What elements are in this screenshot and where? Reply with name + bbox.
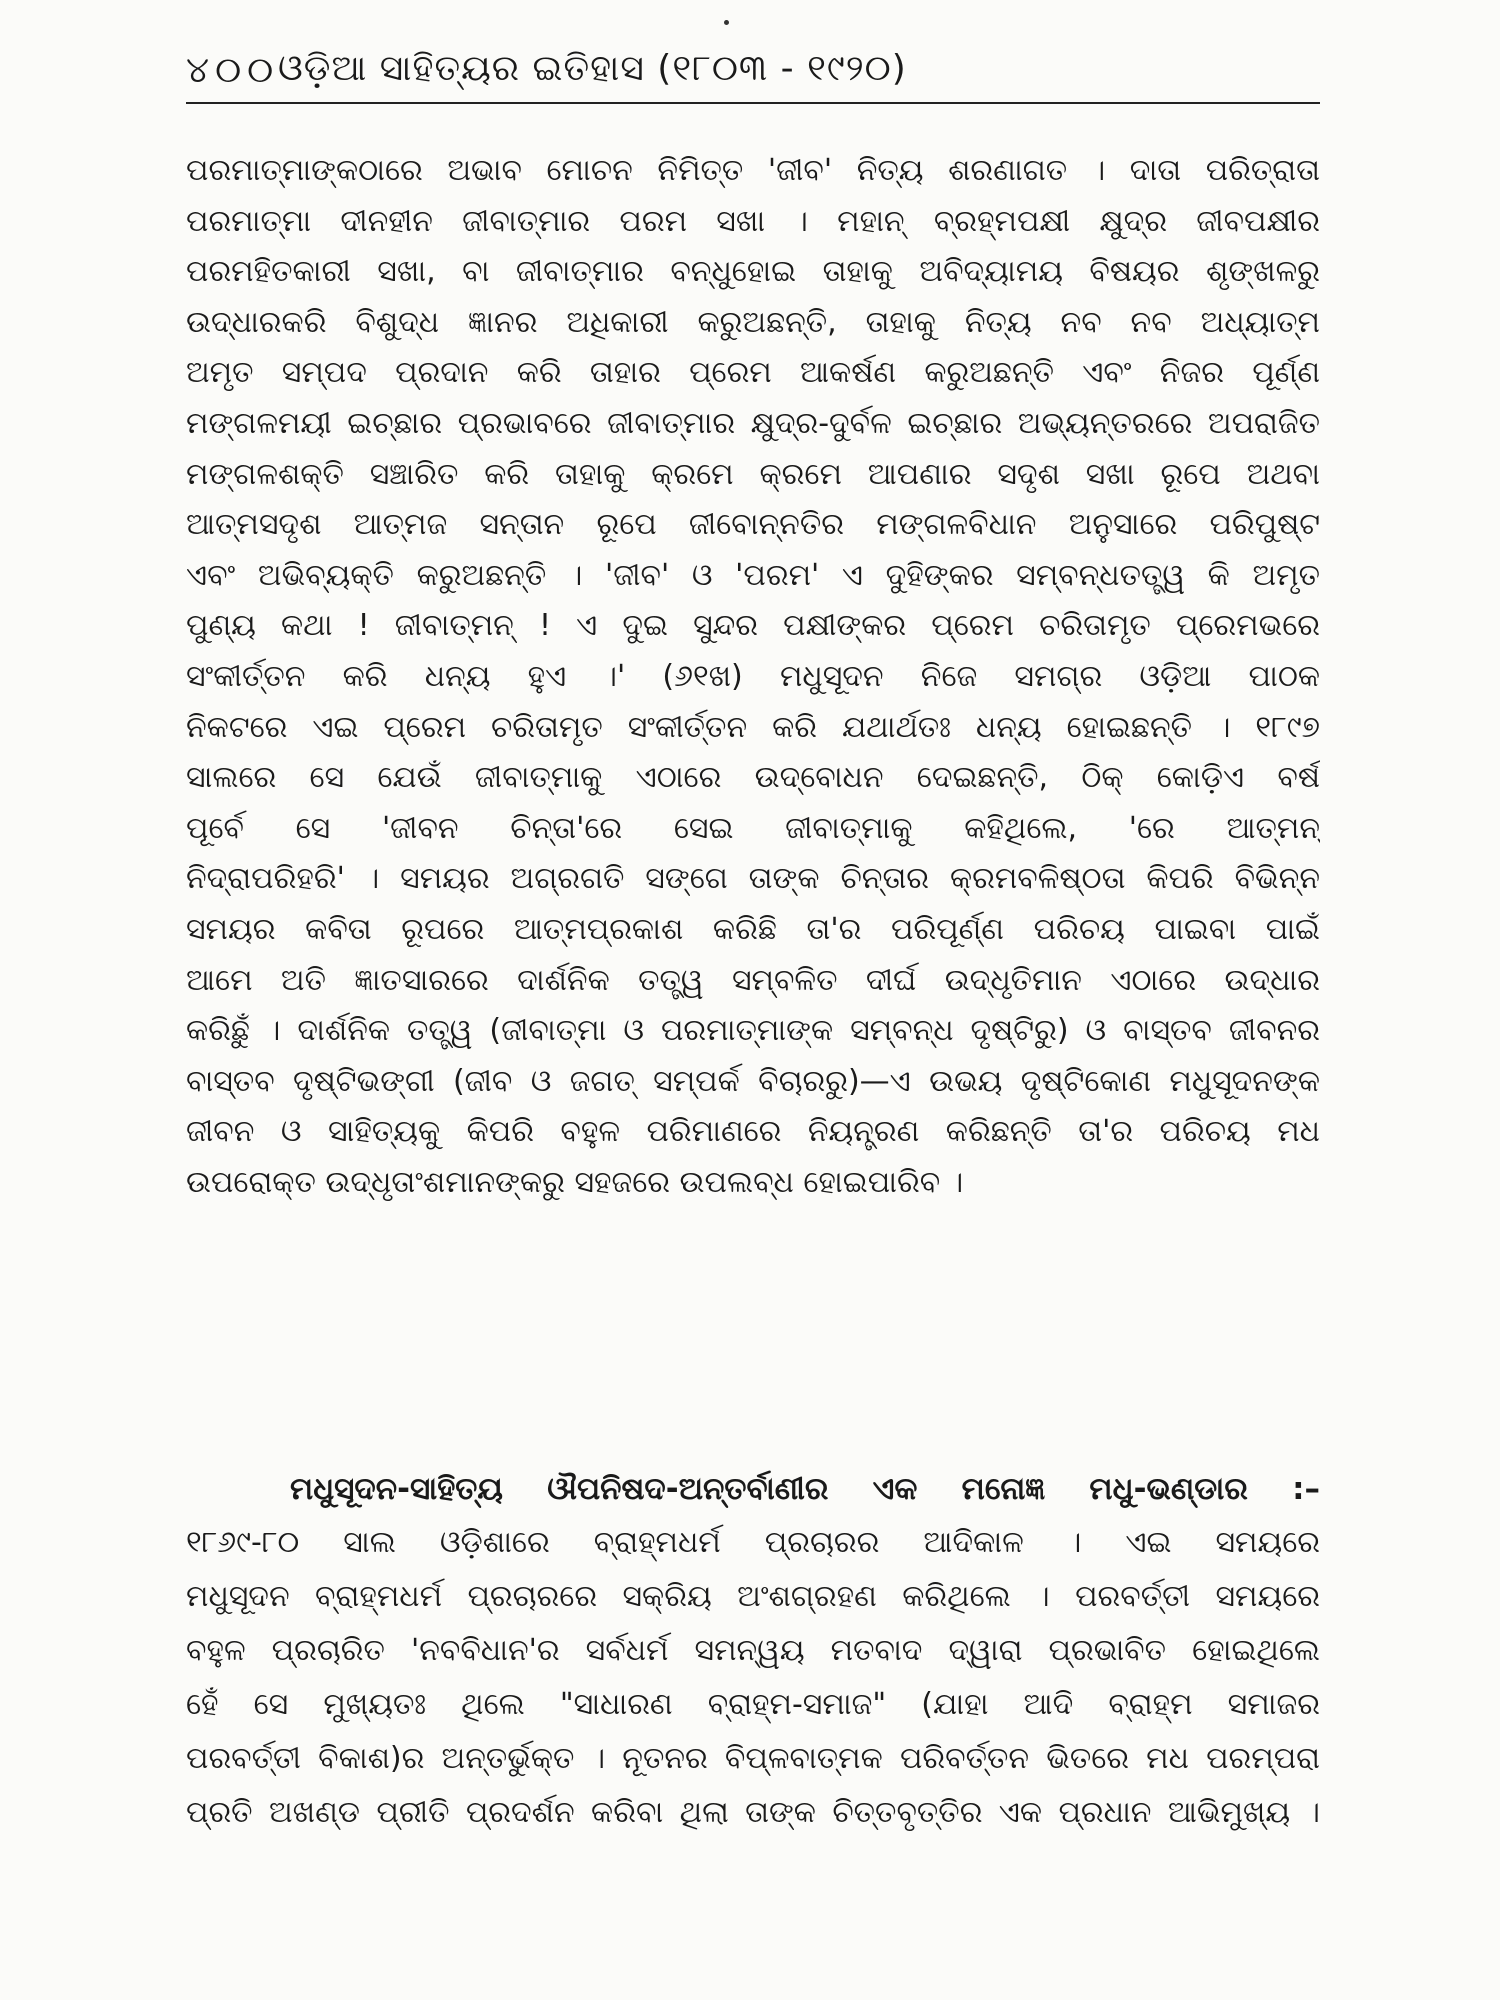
section	[186, 1462, 1320, 1840]
text-line: ୧୮୬୯-୮୦ ସାଲ ଓଡ଼ିଶାରେ ବ୍ରାହ୍ମଧର୍ମ ପ୍ରଚାରର ଆଦିକାଳ । ଏଇ ସମୟରେ	[186, 1525, 1320, 1560]
page-number: ୪୦୦	[186, 50, 280, 91]
text-line: ପରମହିତକାରୀ ସଖା, ବା ଜୀବାତ୍ମାର ବନ୍ଧୁହୋଇ ତାହାକୁ ଅବିଦ୍ୟାମୟ ବିଷୟର ଶୃଙ୍ଖଳରୁ	[186, 254, 1320, 290]
text-line: ଜୀବନ ଓ ସାହିତ୍ୟକୁ କିପରି ବହୁଳ ପରିମାଣରେ ନିୟନ୍ତ୍ରଣ କରିଛନ୍ତି ତା'ର ପରିଚୟ ମଧ	[186, 1114, 1320, 1150]
text-line: ଅମୃତ ସମ୍ପଦ ପ୍ରଦାନ କରି ତାହାର ପ୍ରେମ ଆକର୍ଷଣ କରୁଅଛନ୍ତି ଏବଂ ନିଜର ପୂର୍ଣ୍ଣ	[186, 355, 1320, 391]
paragraph-1	[186, 146, 1320, 1208]
text-line: ପରମାତ୍ମାଙ୍କଠାରେ ଅଭାବ ମୋଚନ ନିମିତ୍ତ 'ଜୀବ' ନିତ୍ୟ ଶରଣାଗତ । ଦାତା ପରିତ୍ରାତା	[186, 153, 1320, 188]
text-line: ମଙ୍ଗଳମୟୀ ଇଚ୍ଛାର ପ୍ରଭାବରେ ଜୀବାତ୍ମାର କ୍ଷୁଦ୍ର-ଦୁର୍ବଳ ଇଚ୍ଛାର ଅଭ୍ୟନ୍ତରରେ ଅପରାଜିତ	[186, 405, 1320, 441]
text-line: ଉପରୋକ୍ତ ଉଦ୍ଧୃତାଂଶମାନଙ୍କରୁ ସହଜରେ ଉପଲବ୍ଧ ହୋଇପାରିବ ।	[186, 1164, 964, 1200]
running-title: ଓଡ଼ିଆ ସାହିତ୍ୟର ଇତିହାସ (୧୮୦୩ - ୧୯୨୦)	[278, 48, 907, 89]
text-line: ସମୟର କବିତା ରୂପରେ ଆତ୍ମପ୍ରକାଶ କରିଛି ତା'ର ପରିପୂର୍ଣ୍ଣ ପରିଚୟ ପାଇବା ପାଇଁ	[186, 911, 1320, 947]
text-line: ଆମେ ଅତି ଜ୍ଞାତସାରରେ ଦାର୍ଶନିକ ତତ୍ତ୍ୱ ସମ୍ବଳିତ ଦୀର୍ଘ ଉଦ୍ଧୃତିମାନ ଏଠାରେ ଉଦ୍ଧାର	[186, 962, 1320, 998]
text-line: ମଧୁସୂଦନ ବ୍ରାହ୍ମଧର୍ମ ପ୍ରଚାରରେ ସକ୍ରିୟ ଅଂଶଗ୍ରହଣ କରିଥିଲେ । ପରବର୍ତ୍ତୀ ସମୟରେ	[186, 1579, 1320, 1614]
text-line: ପରବର୍ତ୍ତୀ ବିକାଶ)ର ଅନ୍ତର୍ଭୁକ୍ତ । ନୂତନର ବିପ୍ଳବାତ୍ମକ ପରିବର୍ତ୍ତନ ଭିତରେ ମଧ ପରମ୍ପରା	[186, 1741, 1320, 1776]
text-line: ପରମାତ୍ମା ଦୀନହୀନ ଜୀବାତ୍ମାର ପରମ ସଖା । ମହାନ୍ ବ୍ରହ୍ମପକ୍ଷୀ କ୍ଷୁଦ୍ର ଜୀବପକ୍ଷୀର	[186, 203, 1320, 239]
header-rule	[186, 102, 1320, 104]
text-line: ବାସ୍ତବ ଦୃଷ୍ଟିଭଙ୍ଗୀ (ଜୀବ ଓ ଜଗତ୍ ସମ୍ପର୍କ ବିଚାରରୁ)—ଏ ଉଭୟ ଦୃଷ୍ଟିକୋଣ ମଧୁସୂଦନଙ୍କ	[186, 1063, 1320, 1099]
text-line: ପୂର୍ବେ ସେ 'ଜୀବନ ଚିନ୍ତା'ରେ ସେଇ ଜୀବାତ୍ମାକୁ କହିଥିଲେ, 'ରେ ଆତ୍ମନ୍	[186, 810, 1320, 846]
text-line: ବହୁଳ ପ୍ରଚାରିତ 'ନବବିଧାନ'ର ସର୍ବଧର୍ମ ସମନ୍ୱୟ ମତବାଦ ଦ୍ୱାରା ପ୍ରଭାବିତ ହୋଇଥିଲେ	[186, 1633, 1320, 1668]
text-line: ସାଲରେ ସେ ଯେଉଁ ଜୀବାତ୍ମାକୁ ଏଠାରେ ଉଦ୍‌ବୋଧନ ଦେଇଛନ୍ତି, ଠିକ୍ କୋଡ଼ିଏ ବର୍ଷ	[186, 760, 1320, 796]
text-line: ପୁଣ୍ୟ କଥା ! ଜୀବାତ୍ମନ୍ ! ଏ ଦୁଇ ସୁନ୍ଦର ପକ୍ଷୀଙ୍କର ପ୍ରେମ ଚରିତାମୃତ ପ୍ରେମଭରେ	[186, 608, 1320, 644]
page-header	[186, 46, 1320, 96]
text-line: ମଙ୍ଗଳଶକ୍ତି ସଞ୍ଚାରିତ କରି ତାହାକୁ କ୍ରମେ କ୍ରମେ ଆପଣାର ସଦୃଶ ସଖା ରୂପେ ଅଥବା	[186, 456, 1320, 492]
text-line: ହେଁ ସେ ମୁଖ୍ୟତଃ ଥିଲେ "ସାଧାରଣ ବ୍ରାହ୍ମ-ସମାଜ" (ଯାହା ଆଦି ବ୍ରାହ୍ମ ସମାଜର	[186, 1687, 1320, 1722]
section-heading: ମଧୁସୂଦନ-ସାହିତ୍ୟ ଔପନିଷଦ-ଅନ୍ତର୍ବାଣୀର ଏକ ମନୋଜ୍ଞ ମଧୁ-ଭଣ୍ଡାର :–	[290, 1471, 1320, 1507]
print-speck	[724, 20, 729, 25]
text-line: ଉଦ୍ଧାରକରି ବିଶୁଦ୍ଧ ଜ୍ଞାନର ଅଧିକାରୀ କରୁଅଛନ୍ତି, ତାହାକୁ ନିତ୍ୟ ନବ ନବ ଅଧ୍ୟାତ୍ମ	[186, 304, 1320, 340]
text-line: ନିକଟରେ ଏଇ ପ୍ରେମ ଚରିତାମୃତ ସଂକୀର୍ତ୍ତନ କରି ଯଥାର୍ଥତଃ ଧନ୍ୟ ହୋଇଛନ୍ତି । ୧୮୯୭	[186, 709, 1320, 745]
text-line: ଆତ୍ମସଦୃଶ ଆତ୍ମଜ ସନ୍ତାନ ରୂପେ ଜୀବୋନ୍ନତିର ମଙ୍ଗଳବିଧାନ ଅନୁସାରେ ପରିପୁଷ୍ଟ	[186, 507, 1320, 543]
text-line: ସଂକୀର୍ତ୍ତନ କରି ଧନ୍ୟ ହୁଏ ।' (୬୧ଖ) ମଧୁସୂଦନ ନିଜେ ସମଗ୍ର ଓଡ଼ିଆ ପାଠକ	[186, 658, 1320, 694]
paragraph-2	[186, 1516, 1320, 1840]
text-line: ପ୍ରତି ଅଖଣ୍ଡ ପ୍ରୀତି ପ୍ରଦର୍ଶନ କରିବା ଥିଲା ତାଙ୍କ ଚିତ୍ତବୃତ୍ତିର ଏକ ପ୍ରଧାନ ଆଭିମୁଖ୍ୟ ।	[186, 1795, 1320, 1830]
text-line: କରିଛୁଁ । ଦାର୍ଶନିକ ତତ୍ତ୍ୱ (ଜୀବାତ୍ମା ଓ ପରମାତ୍ମାଙ୍କ ସମ୍ବନ୍ଧ ଦୃଷ୍ଟିରୁ) ଓ ବାସ୍ତବ ଜୀବନର	[186, 1013, 1320, 1049]
text-line: ନିଦ୍ରାପରିହରି' । ସମୟର ଅଗ୍ରଗତି ସଙ୍ଗେ ତାଙ୍କ ଚିନ୍ତାର କ୍ରମବଳିଷ୍ଠତା କିପରି ବିଭିନ୍ନ	[186, 861, 1320, 897]
text-line: ଏବଂ ଅଭିବ୍ୟକ୍ତି କରୁଅଛନ୍ତି । 'ଜୀବ' ଓ 'ପରମ' ଏ ଦୁହିଙ୍କର ସମ୍ବନ୍ଧତତ୍ତ୍ୱ କି ଅମୃତ	[186, 557, 1320, 593]
